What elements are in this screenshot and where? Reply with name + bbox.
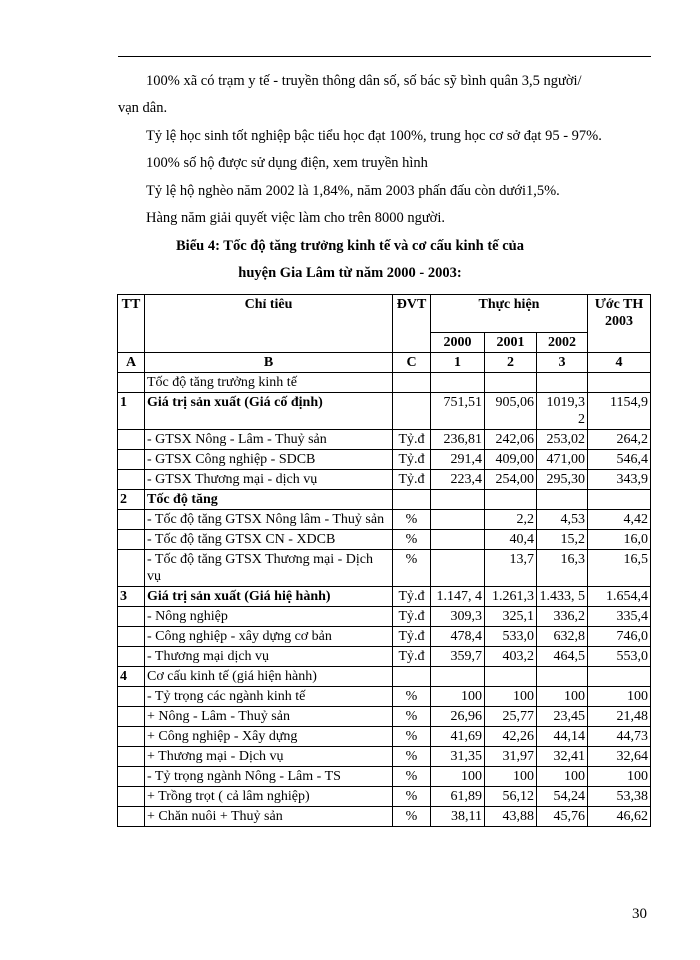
table-row xyxy=(118,430,651,450)
table-row xyxy=(118,667,651,687)
cell-chi-tieu: + Chăn nuôi + Thuỷ sản xyxy=(145,807,393,827)
cell-2003 xyxy=(588,373,651,393)
cell-dvt: % xyxy=(393,807,431,827)
cell-2003: 343,9 xyxy=(588,470,651,490)
paragraph-education: Tỷ lệ học sinh tốt nghiệp bậc tiểu học đạt 100%, trung học cơ sở đạt 95 - 97%. xyxy=(146,128,602,144)
table-row xyxy=(118,373,651,393)
paragraph-electricity: 100% số hộ được sử dụng điện, xem truyền hình xyxy=(146,155,428,171)
cell-2002: 45,76 xyxy=(537,807,588,827)
cell-2001: 100 xyxy=(485,767,537,787)
cell-2003: 46,62 xyxy=(588,807,651,827)
cell-2001: 242,06 xyxy=(485,430,537,450)
cell-dvt xyxy=(393,490,431,510)
cell-2002: 632,8 xyxy=(537,627,588,647)
cell-chi-tieu: - GTSX Thương mại - dịch vụ xyxy=(145,470,393,490)
cell-2001: 533,0 xyxy=(485,627,537,647)
cell-dvt: Tỷ.đ xyxy=(393,450,431,470)
cell-dvt: % xyxy=(393,767,431,787)
cell-dvt: % xyxy=(393,727,431,747)
cell-2000: 223,4 xyxy=(431,470,485,490)
cell-dvt: Tỷ.đ xyxy=(393,470,431,490)
cell-2003 xyxy=(588,667,651,687)
cell-dvt xyxy=(393,667,431,687)
cell-2003: 1.654,4 xyxy=(588,587,651,607)
cell-tt xyxy=(118,450,145,470)
cell-dvt: % xyxy=(393,787,431,807)
paragraph-poverty: Tỷ lệ hộ nghèo năm 2002 là 1,84%, năm 2003 phấn đấu còn dưới1,5%. xyxy=(146,183,560,199)
cell-tt xyxy=(118,430,145,450)
cell-tt xyxy=(118,373,145,393)
page-number: 30 xyxy=(632,906,647,922)
cell-2002: 1.433, 5 xyxy=(537,587,588,607)
header-dvt: ĐVT xyxy=(393,295,431,353)
cell-2003: 32,64 xyxy=(588,747,651,767)
table-row xyxy=(118,450,651,470)
header-year-2001: 2001 xyxy=(485,333,537,353)
cell-2000: 38,11 xyxy=(431,807,485,827)
code-2: 2 xyxy=(485,353,537,373)
cell-2001: 1.261,3 xyxy=(485,587,537,607)
cell-dvt xyxy=(393,373,431,393)
cell-2001: 100 xyxy=(485,687,537,707)
cell-2000: 26,96 xyxy=(431,707,485,727)
cell-tt: 3 xyxy=(118,587,145,607)
cell-2002: 32,41 xyxy=(537,747,588,767)
cell-dvt: % xyxy=(393,747,431,767)
cell-2002 xyxy=(537,490,588,510)
code-3: 3 xyxy=(537,353,588,373)
cell-dvt: Tỷ.đ xyxy=(393,647,431,667)
cell-2002: 100 xyxy=(537,687,588,707)
cell-2001 xyxy=(485,667,537,687)
cell-chi-tieu: Cơ cấu kinh tế (giá hiện hành) xyxy=(145,667,393,687)
cell-2000: 41,69 xyxy=(431,727,485,747)
table-row xyxy=(118,807,651,827)
table-header-row xyxy=(118,295,651,333)
cell-tt xyxy=(118,627,145,647)
cell-chi-tieu: - Công nghiệp - xây dựng cơ bản xyxy=(145,627,393,647)
cell-2002: 471,00 xyxy=(537,450,588,470)
paragraph-employment: Hàng năm giải quyết việc làm cho trên 8000 người. xyxy=(146,210,446,226)
cell-dvt: Tỷ.đ xyxy=(393,627,431,647)
table-row xyxy=(118,530,651,550)
cell-chi-tieu: + Nông - Lâm - Thuỷ sản xyxy=(145,707,393,727)
cell-2003: 53,38 xyxy=(588,787,651,807)
code-a: A xyxy=(118,353,145,373)
cell-2001 xyxy=(485,373,537,393)
cell-chi-tieu: - Thương mại dịch vụ xyxy=(145,647,393,667)
header-tt: TT xyxy=(118,295,145,353)
cell-2000: 309,3 xyxy=(431,607,485,627)
cell-2000 xyxy=(431,373,485,393)
table-row xyxy=(118,607,651,627)
cell-dvt: % xyxy=(393,530,431,550)
cell-2001: 31,97 xyxy=(485,747,537,767)
cell-tt xyxy=(118,647,145,667)
cell-chi-tieu: Tốc độ tăng xyxy=(145,490,393,510)
cell-chi-tieu: Tốc độ tăng trưởng kinh tế xyxy=(145,373,393,393)
cell-2000: 291,4 xyxy=(431,450,485,470)
header-chi-tieu: Chỉ tiêu xyxy=(145,295,393,353)
cell-2002: 44,14 xyxy=(537,727,588,747)
table-title-line1: Biểu 4: Tốc độ tăng trưởng kinh tế và cơ cấu kinh tế của xyxy=(176,238,524,254)
table-row xyxy=(118,747,651,767)
cell-2003: 16,0 xyxy=(588,530,651,550)
cell-2002: 464,5 xyxy=(537,647,588,667)
cell-2002: 295,30 xyxy=(537,470,588,490)
table-row xyxy=(118,707,651,727)
cell-dvt: Tỷ.đ xyxy=(393,607,431,627)
cell-2000 xyxy=(431,490,485,510)
cell-2000: 751,51 xyxy=(431,393,485,430)
cell-2002: 54,24 xyxy=(537,787,588,807)
cell-2001: 409,00 xyxy=(485,450,537,470)
cell-chi-tieu: + Trồng trọt ( cả lâm nghiệp) xyxy=(145,787,393,807)
cell-2003: 44,73 xyxy=(588,727,651,747)
cell-2003: 264,2 xyxy=(588,430,651,450)
cell-2003: 100 xyxy=(588,767,651,787)
cell-dvt xyxy=(393,393,431,430)
cell-2000 xyxy=(431,530,485,550)
cell-tt: 4 xyxy=(118,667,145,687)
header-year-2000: 2000 xyxy=(431,333,485,353)
cell-tt xyxy=(118,747,145,767)
cell-2003: 746,0 xyxy=(588,627,651,647)
code-c: C xyxy=(393,353,431,373)
cell-tt xyxy=(118,767,145,787)
cell-2001: 254,00 xyxy=(485,470,537,490)
cell-tt xyxy=(118,470,145,490)
cell-chi-tieu: - Tốc độ tăng GTSX Nông lâm - Thuỷ sản xyxy=(145,510,393,530)
cell-2003: 1154,9 xyxy=(588,393,651,430)
cell-chi-tieu: Giá trị sản xuất (Giá hiệ hành) xyxy=(145,587,393,607)
cell-dvt: Tỷ.đ xyxy=(393,430,431,450)
cell-chi-tieu: + Công nghiệp - Xây dựng xyxy=(145,727,393,747)
cell-2001: 403,2 xyxy=(485,647,537,667)
cell-2003: 4,42 xyxy=(588,510,651,530)
cell-tt: 2 xyxy=(118,490,145,510)
cell-2001: 43,88 xyxy=(485,807,537,827)
cell-2000: 359,7 xyxy=(431,647,485,667)
table-row xyxy=(118,687,651,707)
cell-chi-tieu: Giá trị sản xuất (Giá cố định) xyxy=(145,393,393,430)
table-row xyxy=(118,550,651,587)
cell-2000 xyxy=(431,510,485,530)
paragraph-health-cont: vạn dân. xyxy=(118,100,168,116)
cell-tt xyxy=(118,607,145,627)
cell-tt xyxy=(118,707,145,727)
cell-2002: 16,3 xyxy=(537,550,588,587)
cell-2000: 1.147, 4 xyxy=(431,587,485,607)
table-row xyxy=(118,490,651,510)
cell-2000: 100 xyxy=(431,687,485,707)
cell-dvt: % xyxy=(393,510,431,530)
cell-2000: 61,89 xyxy=(431,787,485,807)
cell-2001: 56,12 xyxy=(485,787,537,807)
header-rule xyxy=(118,56,651,57)
cell-2002: 336,2 xyxy=(537,607,588,627)
cell-chi-tieu: - Tỷ trọng các ngành kinh tế xyxy=(145,687,393,707)
cell-chi-tieu: - GTSX Nông - Lâm - Thuỷ sản xyxy=(145,430,393,450)
table-row xyxy=(118,627,651,647)
cell-2003: 21,48 xyxy=(588,707,651,727)
cell-2001: 25,77 xyxy=(485,707,537,727)
cell-2002 xyxy=(537,373,588,393)
cell-chi-tieu: - GTSX Công nghiệp - SDCB xyxy=(145,450,393,470)
cell-dvt: Tỷ.đ xyxy=(393,587,431,607)
cell-dvt: % xyxy=(393,687,431,707)
cell-dvt: % xyxy=(393,707,431,727)
header-uoc-th: Ước TH 2003 xyxy=(588,295,651,353)
cell-2002: 15,2 xyxy=(537,530,588,550)
cell-2002: 4,53 xyxy=(537,510,588,530)
cell-2001 xyxy=(485,490,537,510)
economic-growth-table xyxy=(117,294,651,827)
cell-2001: 40,4 xyxy=(485,530,537,550)
paragraph-health: 100% xã có trạm y tế - truyền thông dân số, số bác sỹ bình quân 3,5 người/ xyxy=(146,73,582,89)
code-b: B xyxy=(145,353,393,373)
header-year-2002: 2002 xyxy=(537,333,588,353)
cell-2000: 478,4 xyxy=(431,627,485,647)
cell-chi-tieu: - Nông nghiệp xyxy=(145,607,393,627)
table-row xyxy=(118,470,651,490)
cell-2001: 325,1 xyxy=(485,607,537,627)
cell-tt xyxy=(118,510,145,530)
cell-chi-tieu: + Thương mại - Dịch vụ xyxy=(145,747,393,767)
cell-2000: 100 xyxy=(431,767,485,787)
cell-tt xyxy=(118,727,145,747)
cell-tt xyxy=(118,550,145,587)
table-row xyxy=(118,767,651,787)
cell-2003: 16,5 xyxy=(588,550,651,587)
table-code-row xyxy=(118,353,651,373)
cell-2001: 13,7 xyxy=(485,550,537,587)
table-row xyxy=(118,787,651,807)
cell-chi-tieu: - Tốc độ tăng GTSX Thương mại - Dịch vụ xyxy=(145,550,393,587)
cell-2000 xyxy=(431,550,485,587)
cell-2000 xyxy=(431,667,485,687)
cell-2002: 253,02 xyxy=(537,430,588,450)
table-row xyxy=(118,727,651,747)
cell-chi-tieu: - Tốc độ tăng GTSX CN - XDCB xyxy=(145,530,393,550)
cell-tt xyxy=(118,807,145,827)
cell-2003: 546,4 xyxy=(588,450,651,470)
cell-2002 xyxy=(537,667,588,687)
cell-dvt: % xyxy=(393,550,431,587)
table-row xyxy=(118,393,651,430)
cell-2002: 100 xyxy=(537,767,588,787)
table-row xyxy=(118,647,651,667)
table-row xyxy=(118,587,651,607)
code-4: 4 xyxy=(588,353,651,373)
cell-2001: 2,2 xyxy=(485,510,537,530)
cell-2003 xyxy=(588,490,651,510)
cell-2000: 31,35 xyxy=(431,747,485,767)
table-title-line2: huyện Gia Lâm từ năm 2000 - 2003: xyxy=(238,265,462,281)
cell-2000: 236,81 xyxy=(431,430,485,450)
cell-chi-tieu: - Tỷ trọng ngành Nông - Lâm - TS xyxy=(145,767,393,787)
cell-2003: 100 xyxy=(588,687,651,707)
cell-2001: 42,26 xyxy=(485,727,537,747)
cell-2002: 23,45 xyxy=(537,707,588,727)
code-1: 1 xyxy=(431,353,485,373)
cell-tt xyxy=(118,687,145,707)
cell-2003: 335,4 xyxy=(588,607,651,627)
cell-2002: 1019,3 2 xyxy=(537,393,588,430)
cell-tt xyxy=(118,787,145,807)
cell-tt xyxy=(118,530,145,550)
cell-2001: 905,06 xyxy=(485,393,537,430)
table-row xyxy=(118,510,651,530)
cell-tt: 1 xyxy=(118,393,145,430)
header-thuc-hien: Thực hiện xyxy=(431,295,588,333)
cell-2003: 553,0 xyxy=(588,647,651,667)
